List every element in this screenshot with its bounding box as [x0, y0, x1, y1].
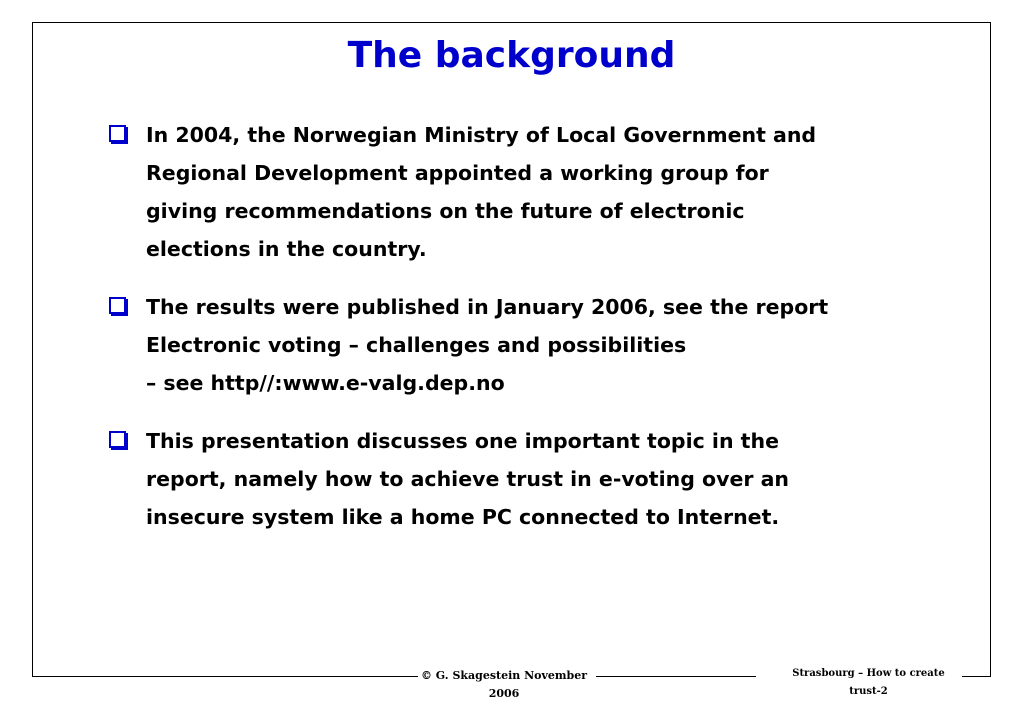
slide-frame-right [990, 22, 991, 677]
bullet-line: The results were published in January 2006, see the report [146, 295, 829, 319]
bullet-text [146, 288, 904, 402]
bullet-line: giving recommendations on the future of electronic [146, 199, 745, 223]
bullet-line: Regional Development appointed a working group for [146, 161, 769, 185]
hollow-square-bullet-icon [109, 125, 126, 142]
bullet-line: insecure system like a home PC connected to Internet. [146, 505, 780, 529]
slide-frame-left [32, 22, 33, 677]
footer-rule-right [962, 676, 990, 677]
bullet-line: In 2004, the Norwegian Ministry of Local Government and [146, 123, 817, 147]
slide-title: The background [347, 35, 676, 76]
bullet-text [146, 422, 904, 536]
bullet-item [104, 288, 904, 402]
bullet-list [104, 116, 904, 556]
hollow-square-bullet-icon [109, 297, 126, 314]
hollow-square-bullet-icon [109, 431, 126, 448]
bullet-line: This presentation discusses one important topic in the [146, 429, 779, 453]
bullet-line: Electronic voting – challenges and possibilities [146, 333, 687, 357]
bullet-line: elections in the country. [146, 237, 427, 261]
bullet-line: report, namely how to achieve trust in e-voting over an [146, 467, 790, 491]
footer-page-label: Strasbourg – How to create trust-2 [780, 665, 957, 701]
bullet-item [104, 422, 904, 536]
bullet-item [104, 116, 904, 268]
footer-rule-left [32, 676, 418, 677]
footer-rule-middle [596, 676, 756, 677]
slide-frame-top [32, 22, 990, 23]
bullet-line: – see http//:www.e-valg.dep.no [146, 371, 505, 395]
bullet-text [146, 116, 904, 268]
footer-copyright: © G. Skagestein November 2006 [418, 667, 590, 703]
